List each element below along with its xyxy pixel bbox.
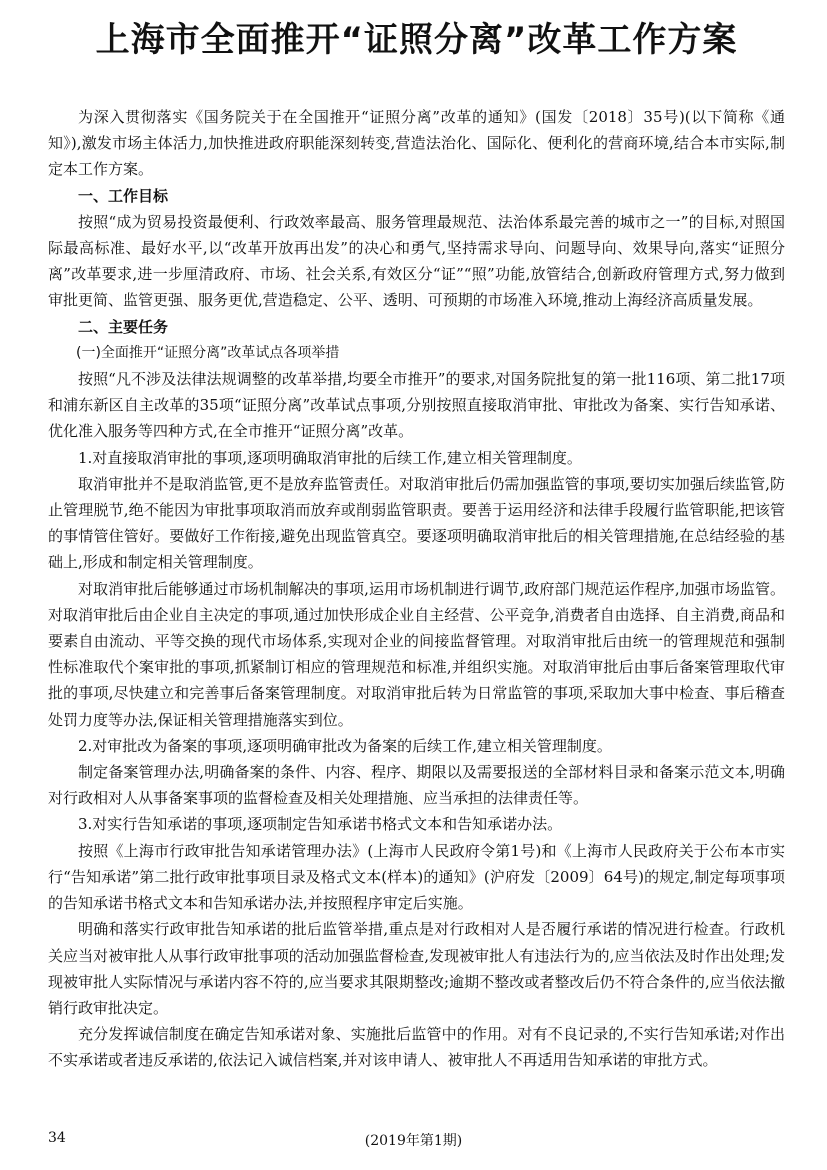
paragraph-task-scope: 按照“凡不涉及法律法规调整的改革举措,均要全市推开”的要求,对国务院批复的第一批116项、第二批17项和浦东新区自主改革的35项“证照分离”改革试点事项,分别按照直接取消审批、审批改为备案、实行告知承诺、优化准入服务等四种方式,在全市推开“证照分离”改革。 (48, 370, 785, 441)
paragraph-item-3-detail-a: 按照《上海市行政审批告知承诺管理办法》(上海市人民政府令第1号)和《上海市人民政府关于公布本市实行“告知承诺”第二批行政审批事项目录及格式文本(样本)的通知》(沪府发〔2009〕64号)的规定,制定每项事项的告知承诺书格式文本和告知承诺办法,并按照程序审定后实施。 (48, 841, 785, 913)
page-number: 34 (48, 1130, 66, 1146)
paragraph-item-3-detail-b: 明确和落实行政审批告知承诺的批后监管举措,重点是对行政相对人是否履行承诺的情况进行检查。行政机关应当对被审批人从事行政审批事项的活动加强监督检查,发现被审批人有违法行为的,应当依法及时作出处理;发现被审批人实际情况与承诺内容不符的,应当要求其限期整改;逾期不整改或者整改后仍不符合条件的,应当依法撤销行政审批决定。 (48, 920, 785, 1017)
paragraph-item-1: 1.对直接取消审批的事项,逐项明确取消审批的后续工作,建立相关管理制度。 (78, 448, 582, 467)
subheading-task-1: (一)全面推开“证照分离”改革试点各项举措 (76, 344, 340, 361)
paragraph-item-2-detail: 制定备案管理办法,明确备案的条件、内容、程序、期限以及需要报送的全部材料目录和备案示范文本,明确对行政相对人从事备案事项的监督检查及相关处理措施、应当承担的法律责任等。 (48, 763, 785, 808)
page-footer (0, 1130, 827, 1154)
heading-main-tasks: 二、主要任务 (78, 317, 169, 336)
paragraph-item-3: 3.对实行告知承诺的事项,逐项制定告知承诺书格式文本和告知承诺办法。 (78, 815, 563, 834)
paragraph-item-2: 2.对审批改为备案的事项,逐项明确审批改为备案的后续工作,建立相关管理制度。 (78, 736, 612, 755)
document-page (48, 0, 785, 1074)
paragraph-goals: 按照“成为贸易投资最便利、行政效率最高、服务管理最规范、法治体系最完善的城市之一”的目标,对照国际最高标准、最好水平,以“改革开放再出发”的决心和勇气,坚持需求导向、问题导向、效果导向,落实“证照分离”改革要求,进一步厘清政府、市场、社会关系,有效区分“证”“照”功能,放管结合,创新政府管理方式,努力做到审批更简、监管更强、服务更优,营造稳定、公平、透明、可预期的市场准入环境,推动上海经济高质量发展。 (48, 212, 785, 310)
paragraph-item-1-detail-b: 对取消审批后能够通过市场机制解决的事项,运用市场机制进行调节,政府部门规范运作程序,加强市场监管。对取消审批后由企业自主决定的事项,通过加快形成企业自主经营、公平竞争,消费者自由选择、自主消费,商品和要素自由流动、平等交换的现代市场体系,实现对企业的间接监督管理。对取消审批后由统一的管理规范和强制性标准取代个案审批的事项,抓紧制订相应的管理规范和标准,并组织实施。对取消审批后由事后备案管理取代审批的事项,尽快建立和完善事后备案管理制度。对取消审批后转为日常监管的事项,采取加大事中检查、事后稽查处罚力度等办法,保证相关管理措施落实到位。 (48, 579, 785, 729)
document-title: 上海市全面推开“证照分离”改革工作方案 (95, 20, 738, 60)
heading-work-goals: 一、工作目标 (78, 186, 169, 205)
paragraph-intro: 为深入贯彻落实《国务院关于在全国推开“证照分离”改革的通知》(国发〔2018〕35号)(以下简称《通知》),激发市场主体活力,加快推进政府职能深刻转变,营造法治化、国际化、便利化的营商环境,结合本市实际,制定本工作方案。 (48, 108, 785, 179)
paragraph-item-3-detail-c: 充分发挥诚信制度在确定告知承诺对象、实施批后监管中的作用。对有不良记录的,不实行告知承诺;对作出不实承诺或者违反承诺的,依法记入诚信档案,并对该申请人、被审批人不再适用告知承诺的审批方式。 (48, 1025, 785, 1070)
issue-label: (2019年第1期) (364, 1133, 463, 1149)
document-body (48, 104, 785, 1074)
paragraph-item-1-detail-a: 取消审批并不是取消监管,更不是放弃监管责任。对取消审批后仍需加强监管的事项,要切实加强后续监管,防止管理脱节,绝不能因为审批事项取消而放弃或削弱监管职责。要善于运用经济和法律手段履行监管职能,把该管的事情管住管好。要做好工作衔接,避免出现监管真空。要逐项明确取消审批后的相关管理措施,在总结经验的基础上,形成和制定相关管理制度。 (48, 474, 785, 572)
